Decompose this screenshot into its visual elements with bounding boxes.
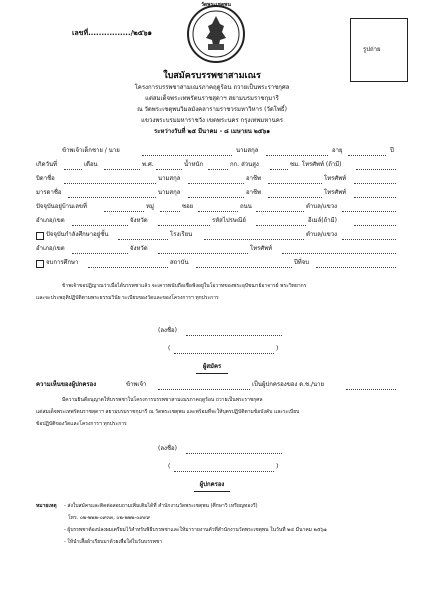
birth-month-field[interactable] (104, 169, 140, 170)
phone-field[interactable] (356, 169, 396, 170)
header-line-4: แขวงพระบรมมหาราชวัง เขตพระนคร กรุงเทพมหานคร (141, 117, 283, 124)
mother-surname-field[interactable] (188, 197, 244, 198)
father-surname-field[interactable] (188, 183, 244, 184)
institution-label: สถาบัน (170, 259, 189, 266)
mother-job-label: อาชีพ (246, 189, 261, 196)
guardian-line-3: แด่สมเด็จพระเทพรัตนราชสุดาฯ สยามบรมราชกุมารี ณ วัดพระเชตุพน และพร้อมที่จะให้บุตรปฏิบัติตามข้อบังคับ และระเบียบ (36, 409, 300, 415)
photo-label: รูปถ่าย (363, 46, 381, 53)
school-province-label: จังหวัด (130, 245, 148, 252)
guardian-name-field[interactable] (158, 389, 250, 390)
district-label: อำเภอ/เขต (36, 217, 65, 224)
school-label: โรงเรียน (170, 231, 193, 238)
subdistrict-field[interactable] (342, 211, 396, 212)
seal-text: วัดพระเชตุพน (201, 2, 231, 8)
guardian-signature-field[interactable] (186, 453, 282, 454)
soi-label: ซอย (182, 203, 194, 210)
father-phone-field[interactable] (354, 183, 396, 184)
father-label: บิดาชื่อ (36, 175, 55, 182)
school-subdistrict-field[interactable] (342, 239, 396, 240)
school-province-field[interactable] (158, 253, 248, 254)
mother-surname-label: นามสกุล (158, 189, 181, 196)
guardian-printed-name-field[interactable] (174, 471, 274, 472)
guardian-role: ผู้ปกครอง (199, 481, 225, 488)
name-field[interactable] (142, 155, 232, 156)
guardian-self-label: ข้าพเจ้า (126, 381, 147, 388)
birth-month-label: เดือน (84, 161, 98, 168)
guardian-sign-label: (ลงชื่อ) (158, 445, 177, 452)
applicant-signature-field[interactable] (186, 335, 282, 336)
weight-field[interactable] (208, 169, 228, 170)
father-job-field[interactable] (268, 183, 322, 184)
photo-box[interactable] (350, 18, 408, 82)
notes-line-3: - ผู้บรรพชาต้องปลงผมเตรียมไว้สำหรับพิธีบรรพชาและให้มารายงานตัวที่สำนักงานวัดพระเชตุพน ในวันที่ ๒๔ มีนาคม ๒๕๖๑ (64, 527, 327, 533)
house-number-label: ปัจจุบันอยู่บ้านเลขที่ (36, 203, 87, 210)
grade-label: ปัจจุบันกำลังศึกษาอยู่ชั้น (46, 231, 109, 238)
mother-phone-label: โทรศัพท์ (324, 189, 347, 196)
height-field[interactable] (270, 169, 288, 170)
header-line-3: ณ วัดพระเชตุพนวิมลมังคลารามราชวรมหาวิหาร (วัดโพธิ์) (137, 106, 287, 113)
height-label: กก. ส่วนสูง (230, 161, 259, 168)
school-district-label: อำเภอ/เขต (36, 245, 65, 252)
weight-label: น้ำหนัก (184, 161, 204, 168)
school-field[interactable] (204, 239, 304, 240)
notes-line-2: โทร. ๐๒-๒๒๒-๐๙๓๓, ๐๒-๒๒๒-๐๙๙๙ (68, 515, 151, 521)
applicant-open-paren: ( (168, 345, 171, 352)
grad-year-field[interactable] (316, 267, 396, 268)
school-phone-field[interactable] (282, 253, 396, 254)
guardian-open-paren: ( (168, 463, 171, 470)
village-field[interactable] (160, 211, 180, 212)
email-label: อีเมล์(ถ้ามี) (308, 217, 337, 224)
guardian-line-2: มีความยินดีอนุญาตให้บรรพชาในโครงการบรรพชาสามเณรภาคฤดูร้อน ถวายเป็นพระราชกุศล (62, 397, 263, 403)
name-label: ข้าพเจ้าเด็กชาย / นาย (62, 147, 120, 154)
grade-field[interactable] (118, 239, 168, 240)
mother-job-field[interactable] (268, 197, 322, 198)
birth-day-field[interactable] (64, 169, 82, 170)
district-field[interactable] (72, 225, 128, 226)
soi-field[interactable] (198, 211, 238, 212)
applicant-close-paren: ) (276, 345, 279, 352)
age-unit: ปี (390, 147, 394, 154)
mother-phone-field[interactable] (354, 197, 396, 198)
institution-field[interactable] (196, 267, 292, 268)
house-number-field[interactable] (104, 211, 144, 212)
age-label: อายุ (332, 147, 343, 154)
notes-label: หมายเหตุ (36, 503, 57, 509)
village-label: หมู่ (146, 203, 154, 210)
birth-year-field[interactable] (156, 169, 182, 170)
guardian-heading: ความเห็นของผู้ปกครอง (36, 381, 97, 388)
graduated-checkbox[interactable] (36, 260, 44, 268)
notes-line-4: - ให้นำเสื้อผ้าเรียบมาด้วยเพื่อใส่ในวันบรรพชา (64, 539, 163, 545)
school-phone-label: โทรศัพท์ (250, 245, 273, 252)
father-phone-label: โทรศัพท์ (324, 175, 347, 182)
header-line-2: แด่สมเด็จพระเทพรัตนราชสุดาฯ สยามบรมราชกุมารี (145, 95, 279, 102)
mother-label: มารดาชื่อ (36, 189, 62, 196)
phone-label: ซม. โทรศัพท์ (ถ้ามี) (290, 161, 342, 168)
temple-seal (186, 4, 246, 64)
guardian-line-4: ข้อปฏิบัติของวัดและโครงการฯ ทุกประการ (36, 421, 127, 427)
mother-name-field[interactable] (68, 197, 156, 198)
document-number: เลขที่................/๒๕๖๑ (72, 29, 152, 37)
guardian-close-paren: ) (276, 463, 279, 470)
notes-line-1: - ส่งใบสมัครและติดต่อสอบถามเพิ่มเติมได้ที่ สำนักงานวัดพระเชตุพน (ศึกษาวิ เหรียญทองวี) (64, 503, 258, 509)
header-line-1: โครงการบรรพชาสามเณรภาคฤดูร้อน ถวายเป็นพระราชกุศล (134, 84, 290, 91)
pledge-line-1: ข้าพเจ้าขอปฏิญาณว่าเมื่อได้บรรพชาแล้ว จะเคารพนับถือเชื่อฟังอยู่ในโอวาทของพระอุปัชฌาย์อาจารย์ พระวิทยากร (62, 283, 307, 289)
pledge-line-2: และจะประพฤติปฏิบัติตามพระธรรมวินัย ระเบียบของวัดและของโครงการฯ ทุกประการ (36, 295, 219, 301)
header-date-range: ระหว่างวันที่ ๒๕ มีนาคม - ๘ เมษายน ๒๕๖๑ (153, 128, 271, 135)
graduated-label: จบการศึกษา (46, 259, 79, 266)
applicant-printed-name-field[interactable] (174, 353, 274, 354)
province-label: จังหวัด (130, 217, 148, 224)
graduated-level-field[interactable] (88, 267, 168, 268)
applicant-role: ผู้สมัคร (202, 363, 222, 370)
guardian-of-label: เป็นผู้ปกครองของ ด.ช./นาย (252, 381, 325, 388)
age-field[interactable] (348, 155, 386, 156)
birth-day-label: เกิดวันที่ (36, 161, 58, 168)
father-job-label: อาชีพ (246, 175, 261, 182)
form-title: ใบสมัครบรรพชาสามเณร (163, 71, 261, 81)
guardian-role-underline (194, 491, 230, 492)
applicant-sign-label: (ลงชื่อ) (158, 327, 177, 334)
applicant-role-underline (196, 373, 228, 374)
surname-label: นามสกุล (236, 147, 259, 154)
father-name-field[interactable] (64, 183, 156, 184)
surname-field[interactable] (266, 155, 328, 156)
school-district-field[interactable] (72, 253, 128, 254)
school-subdistrict-label: ตำบล/แขวง (306, 231, 338, 238)
studying-checkbox[interactable] (36, 232, 44, 240)
postcode-label: รหัสไปรษณีย์ (212, 217, 246, 224)
grad-year-label: ปีที่จบ (294, 259, 310, 266)
guardian-child-name-field[interactable] (346, 389, 396, 390)
province-field[interactable] (158, 225, 210, 226)
birth-year-label: พ.ศ. (142, 161, 154, 168)
father-surname-label: นามสกุล (158, 175, 181, 182)
postcode-field[interactable] (256, 225, 306, 226)
road-field[interactable] (256, 211, 304, 212)
road-label: ถนน (240, 203, 252, 210)
subdistrict-label: ตำบล/แขวง (306, 203, 338, 210)
email-field[interactable] (354, 225, 396, 226)
